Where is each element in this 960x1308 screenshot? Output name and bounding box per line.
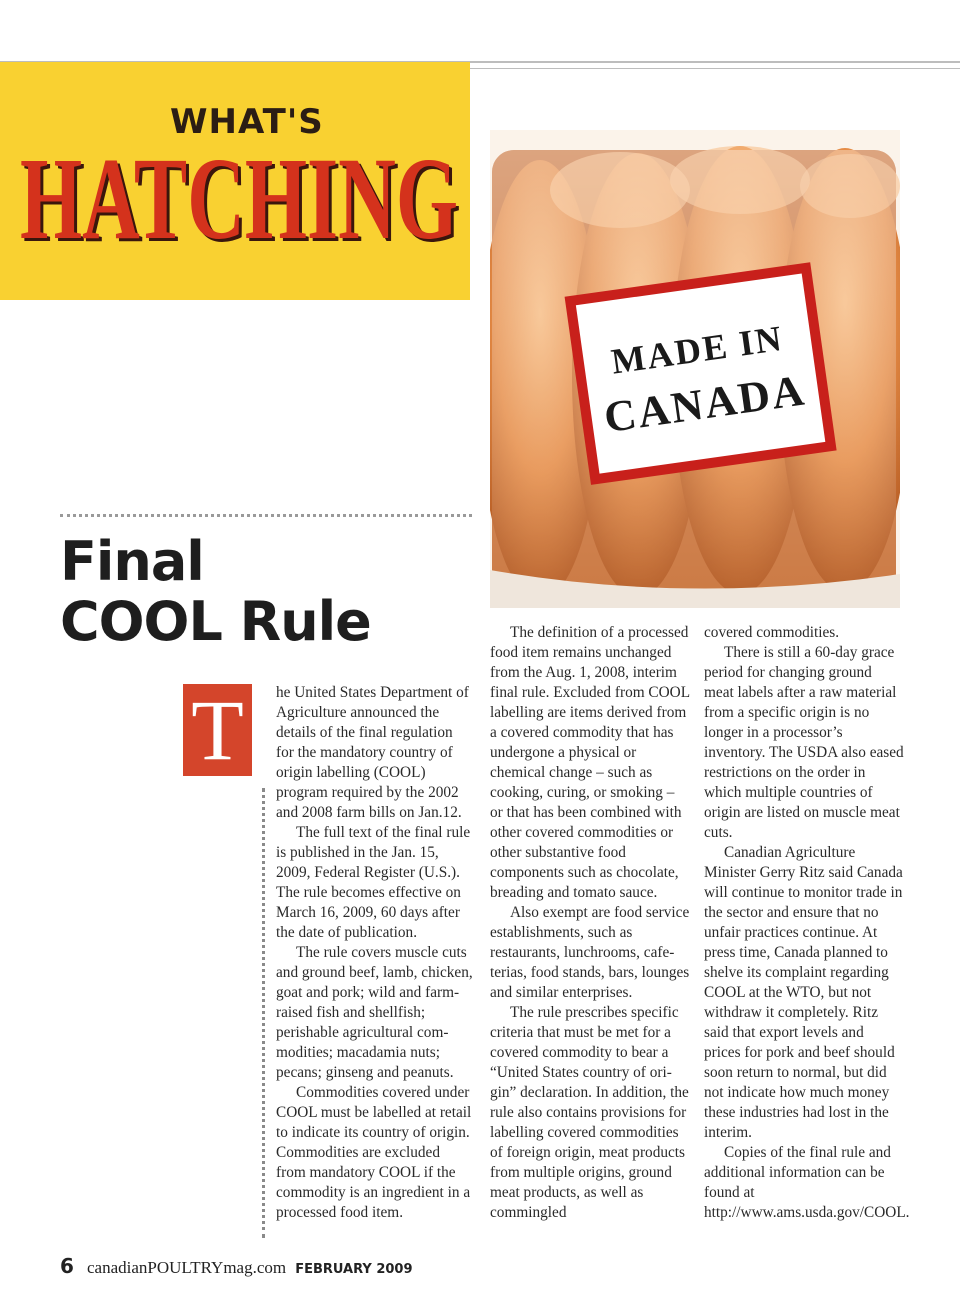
headline-line1: Final	[60, 530, 204, 593]
page-number: 6	[60, 1254, 74, 1278]
column-rule	[262, 788, 265, 1238]
paragraph: Copies of the final rule and additional information can be found at http://www.ams.usda.gov/COOL.	[704, 1144, 910, 1221]
photo-label-line1: MADE IN	[608, 317, 786, 382]
banner-kicker: WHAT'S	[170, 102, 324, 142]
paragraph: There is still a 60-day grace period for changing ground meat labels after a raw material from a specific origin is no longer in a processor’s inventory. The USDA also eased restrictions on the order in which multiple countries of origin are listed on muscle meat cuts.	[704, 644, 904, 841]
banner-title	[14, 132, 464, 262]
paragraph: he United States Department of Agriculture announced the details of the final regulation for the mandatory country of origin labelling (COOL) program required by the 2002 and 2008 farm bills on Jan.12.	[276, 684, 469, 821]
page-footer	[60, 1254, 413, 1278]
article-column-1	[276, 683, 473, 1223]
divider	[60, 514, 472, 517]
article-column-2	[490, 623, 690, 1223]
photo-label-line2: CANADA	[601, 365, 809, 443]
top-rule-thin	[470, 68, 960, 69]
paragraph: The full text of the final rule is published in the Jan. 15, 2009, Federal Register (U.S.). The rule becomes effective on March 16, 2009, 60 days after the date of publication.	[276, 824, 471, 941]
paragraph: The rule covers muscle cuts and ground beef, lamb, chicken, goat and pork; wild and farm-raised fish and shellfish; perishable agricultural commodities; macadamia nuts; pecans; ginseng and peanuts.	[276, 944, 473, 1081]
footer-issue: FEBRUARY 2009	[295, 1262, 413, 1277]
footer-site: canadianPOULTRYmag.com	[87, 1258, 287, 1277]
product-photo	[490, 130, 900, 608]
section-banner	[0, 62, 470, 300]
paragraph: The definition of a processed food item remains unchanged from the Aug. 1, 2008, interim final rule. Excluded from COOL labelling are items derived from a covered commodity that has undergone a physical or chemical change – such as cooking, curing, or smoking – or that has been combined with other covered commodities or other substantive food components such as chocolate, breading and tomato sauce.	[490, 624, 690, 901]
paragraph: The rule prescribes specific criteria that must be met for a covered commodity to bear a “United States country of origin” declaration. In addition, the rule also contains provisions for labelling covered commodities of foreign origin, meat products from multiple origins, ground meat products, as well as commingled	[490, 1004, 689, 1221]
hot-dog-buns-illustration	[490, 130, 900, 608]
headline-line2: COOL Rule	[60, 590, 371, 653]
banner-title-shadow: HATCHING	[23, 136, 461, 262]
paragraph: Commodities covered under COOL must be labelled at retail to indicate its country of origin. Commodities are excluded from mandatory COOL if the commodity is an ingredient in a processed food item.	[276, 1084, 472, 1221]
banner-title-text: HATCHING	[20, 133, 458, 262]
paragraph: Also exempt are food service establishments, such as restaurants, lunchrooms, cafeterias, food stands, bars, lounges and similar enterprises.	[490, 904, 690, 1001]
paragraph: covered commodities.	[704, 624, 840, 641]
paragraph: Canadian Agriculture Minister Gerry Ritz said Canada will continue to monitor trade in the sector and ensure that no unfair practices continue. At press time, Canada planned to shelve its complaint regarding COOL at the WTO, but not withdraw it completely. Ritz said that export levels and prices for pork and beef should soon return to normal, but did not indicate how much money these industries had lost in the interim.	[704, 844, 903, 1141]
article-column-3	[704, 623, 910, 1223]
headline	[60, 532, 480, 652]
drop-cap: T	[183, 684, 252, 776]
